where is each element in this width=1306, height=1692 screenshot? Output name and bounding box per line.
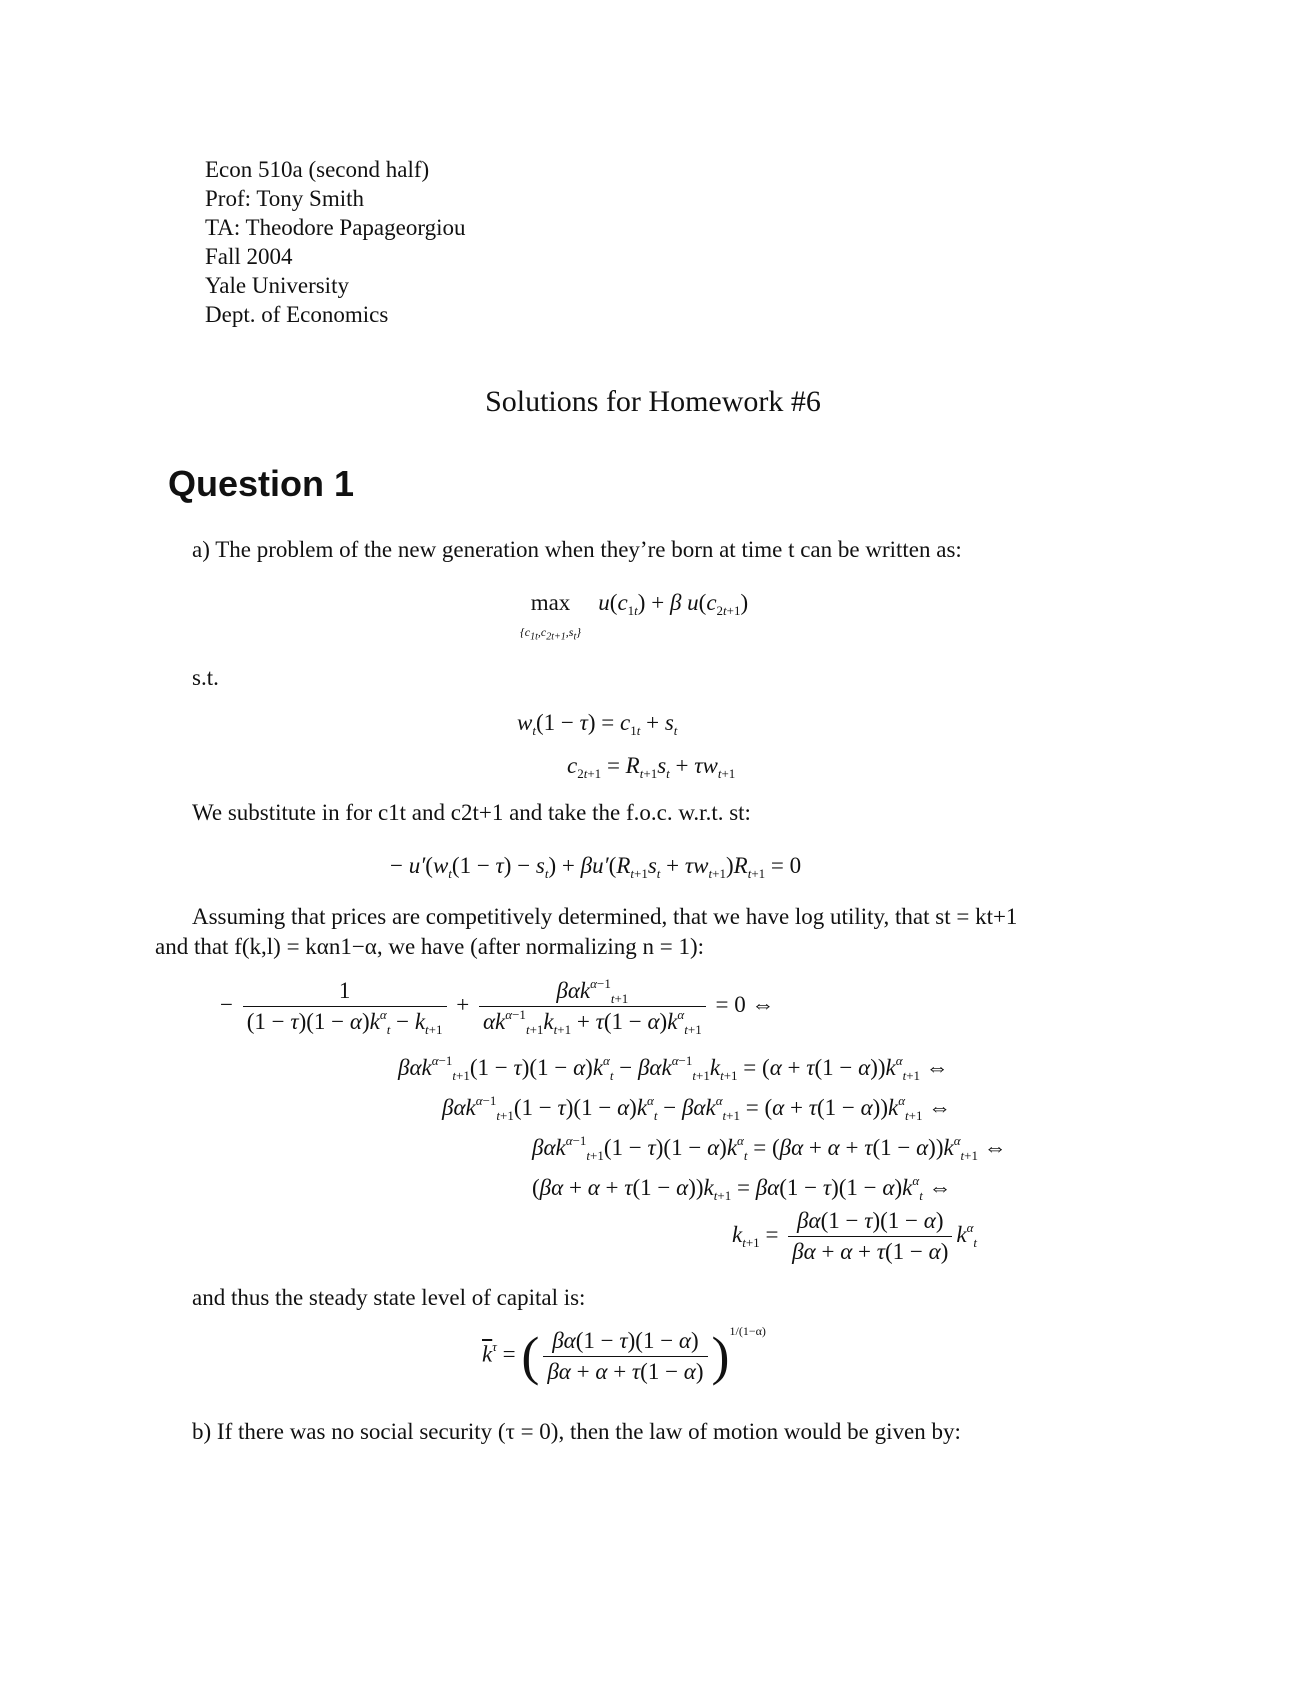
derivation-line-5: $(\beta\alpha + \alpha + \tau(1 - \alpha))k_{t+1} = \beta\alpha(1 - \tau)(1 - \alpha)k^\alpha_t$ ⇔ [532,1173,952,1203]
term: Fall 2004 [205,244,293,269]
substitute-text: We substitute in for c1t and c2t+1 and take the f.o.c. w.r.t. st: [192,800,751,825]
derivation-line-4: $\beta\alpha k^{\alpha-1}_{t+1}(1 - \tau)(1 - \alpha)k^\alpha_t = (\beta\alpha + \alpha + \tau(1 - \alpha))k^\alpha_{t+1}$ ⇔ [532,1133,1007,1163]
constraint-2: $c_{2t+1} = R_{t+1}s_t + \tau w_{t+1}$ [567,753,736,781]
part-b-intro: b) If there was no social security (τ = 0), then the law of motion would be given by: [192,1419,961,1444]
document-header [205,155,465,329]
derivation-line-6: $k_{t+1}$ = $\frac{\beta\alpha(1 - \tau)(1 - \alpha)}{\beta\alpha + \alpha + \tau(1 - \alpha)}$ $k^\alpha_t$ [732,1208,978,1264]
objective-equation: max $\{c_{1t},c_{2t+1},s_t\} u(c_{1t}) + \beta$ $u(c_{2t+1})$ [520,590,749,643]
foc-equation: − $u'(w_t(1 - \tau) - s_t) + \beta u'(R_{t+1}s_t + \tau w_{t+1})R_{t+1} = 0$ [390,853,802,881]
professor-name: Prof: Tony Smith [205,186,364,211]
university: Yale University [205,273,349,298]
steady-state-equation: $\overline{k}^\tau$ = ( $\frac{\beta\alpha(1 - \tau)(1 - \alpha)}{\beta\alpha + \alpha + \tau(1 - \alpha)}$ )$^{1/(1-\alpha)}$ [482,1324,766,1386]
ta-name: TA: Theodore Papageorgiou [205,215,466,240]
derivation-line-3: $\beta\alpha k^{\alpha-1}_{t+1}(1 - \tau)(1 - \alpha)k^\alpha_t - \beta\alpha k^\alpha_{t+1} = (\alpha + \tau(1 - \alpha))k^\alpha_{t+1}$ ⇔ [442,1093,952,1123]
derivation-line-1: − $\frac{1}{(1 - \tau)(1 - \alpha)k^\alpha_t - k_{t+1}}$ + $\frac{\beta\alpha k^{\alpha-1}_{t+1}}{\alpha k^{\alpha-1}_{t+1}k_{t+1} + \tau(1 - \alpha)k^\alpha_{t+1}}$ = 0 ⇔ [220,976,775,1037]
part-a-intro: a) The problem of the new generation when they’re born at time t can be written as: [192,537,962,562]
derivation-line-2: $\beta\alpha k^{\alpha-1}_{t+1}(1 - \tau)(1 - \alpha)k^\alpha_t - \beta\alpha k^{\alpha-1}_{t+1}k_{t+1} = (\alpha + \tau(1 - \alpha))k^\alpha_{t+1}$ ⇔ [398,1053,949,1083]
department: Dept. of Economics [205,302,389,327]
constraint-1: $w_t(1 - \tau) = c_{1t} + s_t$ [517,710,678,738]
assumption-line-2: and that f(k,l) = kαn1−α, we have (after normalizing n = 1): [155,934,705,959]
document-title: Solutions for Homework #6 [485,385,821,418]
steady-state-text: and thus the steady state level of capital is: [192,1285,586,1310]
assumption-line-1: Assuming that prices are competitively determined, that we have log utility, that st = kt+1 [192,904,1018,929]
subject-to-label: s.t. [192,665,219,690]
course-name: Econ 510a (second half) [205,157,430,182]
section-heading: Question 1 [168,463,355,504]
